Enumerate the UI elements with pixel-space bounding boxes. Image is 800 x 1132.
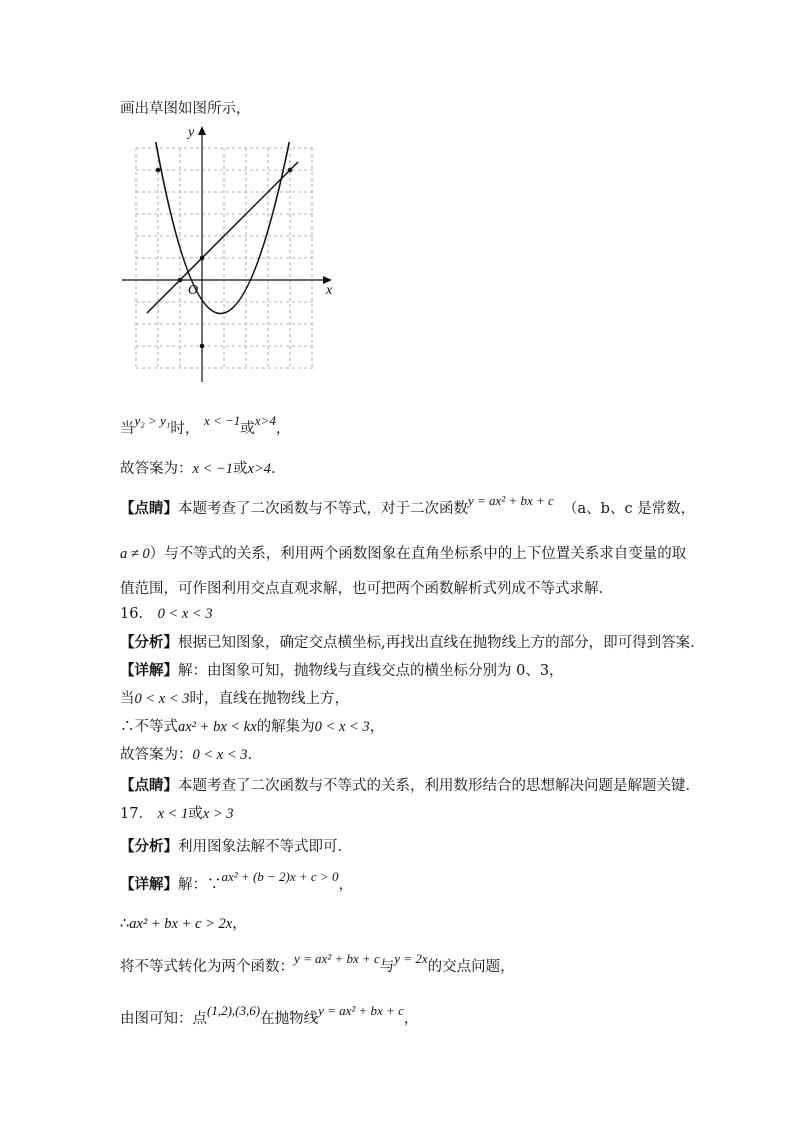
comment1-line2: a ≠ 0）与不等式的关系，利用两个函数图象在直角坐标系中的上下位置关系求自变量的取 bbox=[120, 546, 687, 562]
q17-convert: 将不等式转化为两个函数：y = ax² + bx + c与y = 2x的交点问题， bbox=[120, 951, 515, 975]
point-marker bbox=[156, 168, 161, 173]
q16-when: 当0 < x < 3时，直线在抛物线上方， bbox=[120, 691, 350, 707]
point-marker bbox=[200, 256, 205, 261]
q17-detail: 【详解】解：∵ax² + (b − 2)x + c > 0， bbox=[120, 869, 353, 893]
point-marker bbox=[178, 278, 183, 283]
parabola-curve bbox=[156, 142, 289, 314]
origin-label: O bbox=[188, 283, 199, 298]
comment1-line1: 【点睛】本题考查了二次函数与不等式，对于二次函数y = ax² + bx + c （a、b、c 是常数， bbox=[120, 493, 696, 517]
comment1-line3: 值范围，可作图利用交点直观求解，也可把两个函数解析式列成不等式求解． bbox=[120, 581, 613, 597]
q17-analysis: 【分析】利用图象法解不等式即可． bbox=[120, 838, 352, 855]
straight-line bbox=[147, 162, 298, 313]
q16-analysis: 【分析】根据已知图象，确定交点横坐标,再找出直线在抛物线上方的部分，即可得到答案． bbox=[120, 634, 705, 651]
q16-comment: 【点睛】本题考查了二次函数与不等式的关系，利用数形结合的思想解决问题是解题关键． bbox=[120, 777, 700, 794]
intro-text: 画出草图如图所示， bbox=[120, 101, 251, 117]
q16-therefore: ∴不等式ax² + bx < kx的解集为0 < x < 3， bbox=[120, 719, 385, 735]
q16-final-answer: 故答案为：0 < x < 3． bbox=[120, 747, 263, 763]
answer-line: 故答案为：x < −1或x>4． bbox=[120, 461, 286, 477]
y-axis-arrow bbox=[198, 126, 206, 135]
y-axis-label: y bbox=[188, 125, 195, 140]
q16-answer-line: 16． 0 < x < 3 bbox=[120, 606, 213, 622]
x-axis-label: x bbox=[326, 283, 333, 298]
when-line: 当y₂ > y₁时， x < −1或x>4， bbox=[120, 413, 291, 437]
q16-detail: 【详解】解：由图象可知，抛物线与直线交点的横坐标分别为 0、3， bbox=[120, 662, 564, 679]
q17-answer-line: 17． x < 1或x > 3 bbox=[120, 806, 234, 822]
point-marker bbox=[288, 168, 293, 173]
parabola-line-figure bbox=[118, 120, 343, 385]
point-marker bbox=[200, 344, 205, 349]
q17-from-figure: 由图可知：点(1,2),(3,6)在抛物线y = ax² + bx + c， bbox=[120, 1003, 419, 1027]
q17-therefore: ∴ax² + bx + c > 2x， bbox=[120, 916, 247, 932]
